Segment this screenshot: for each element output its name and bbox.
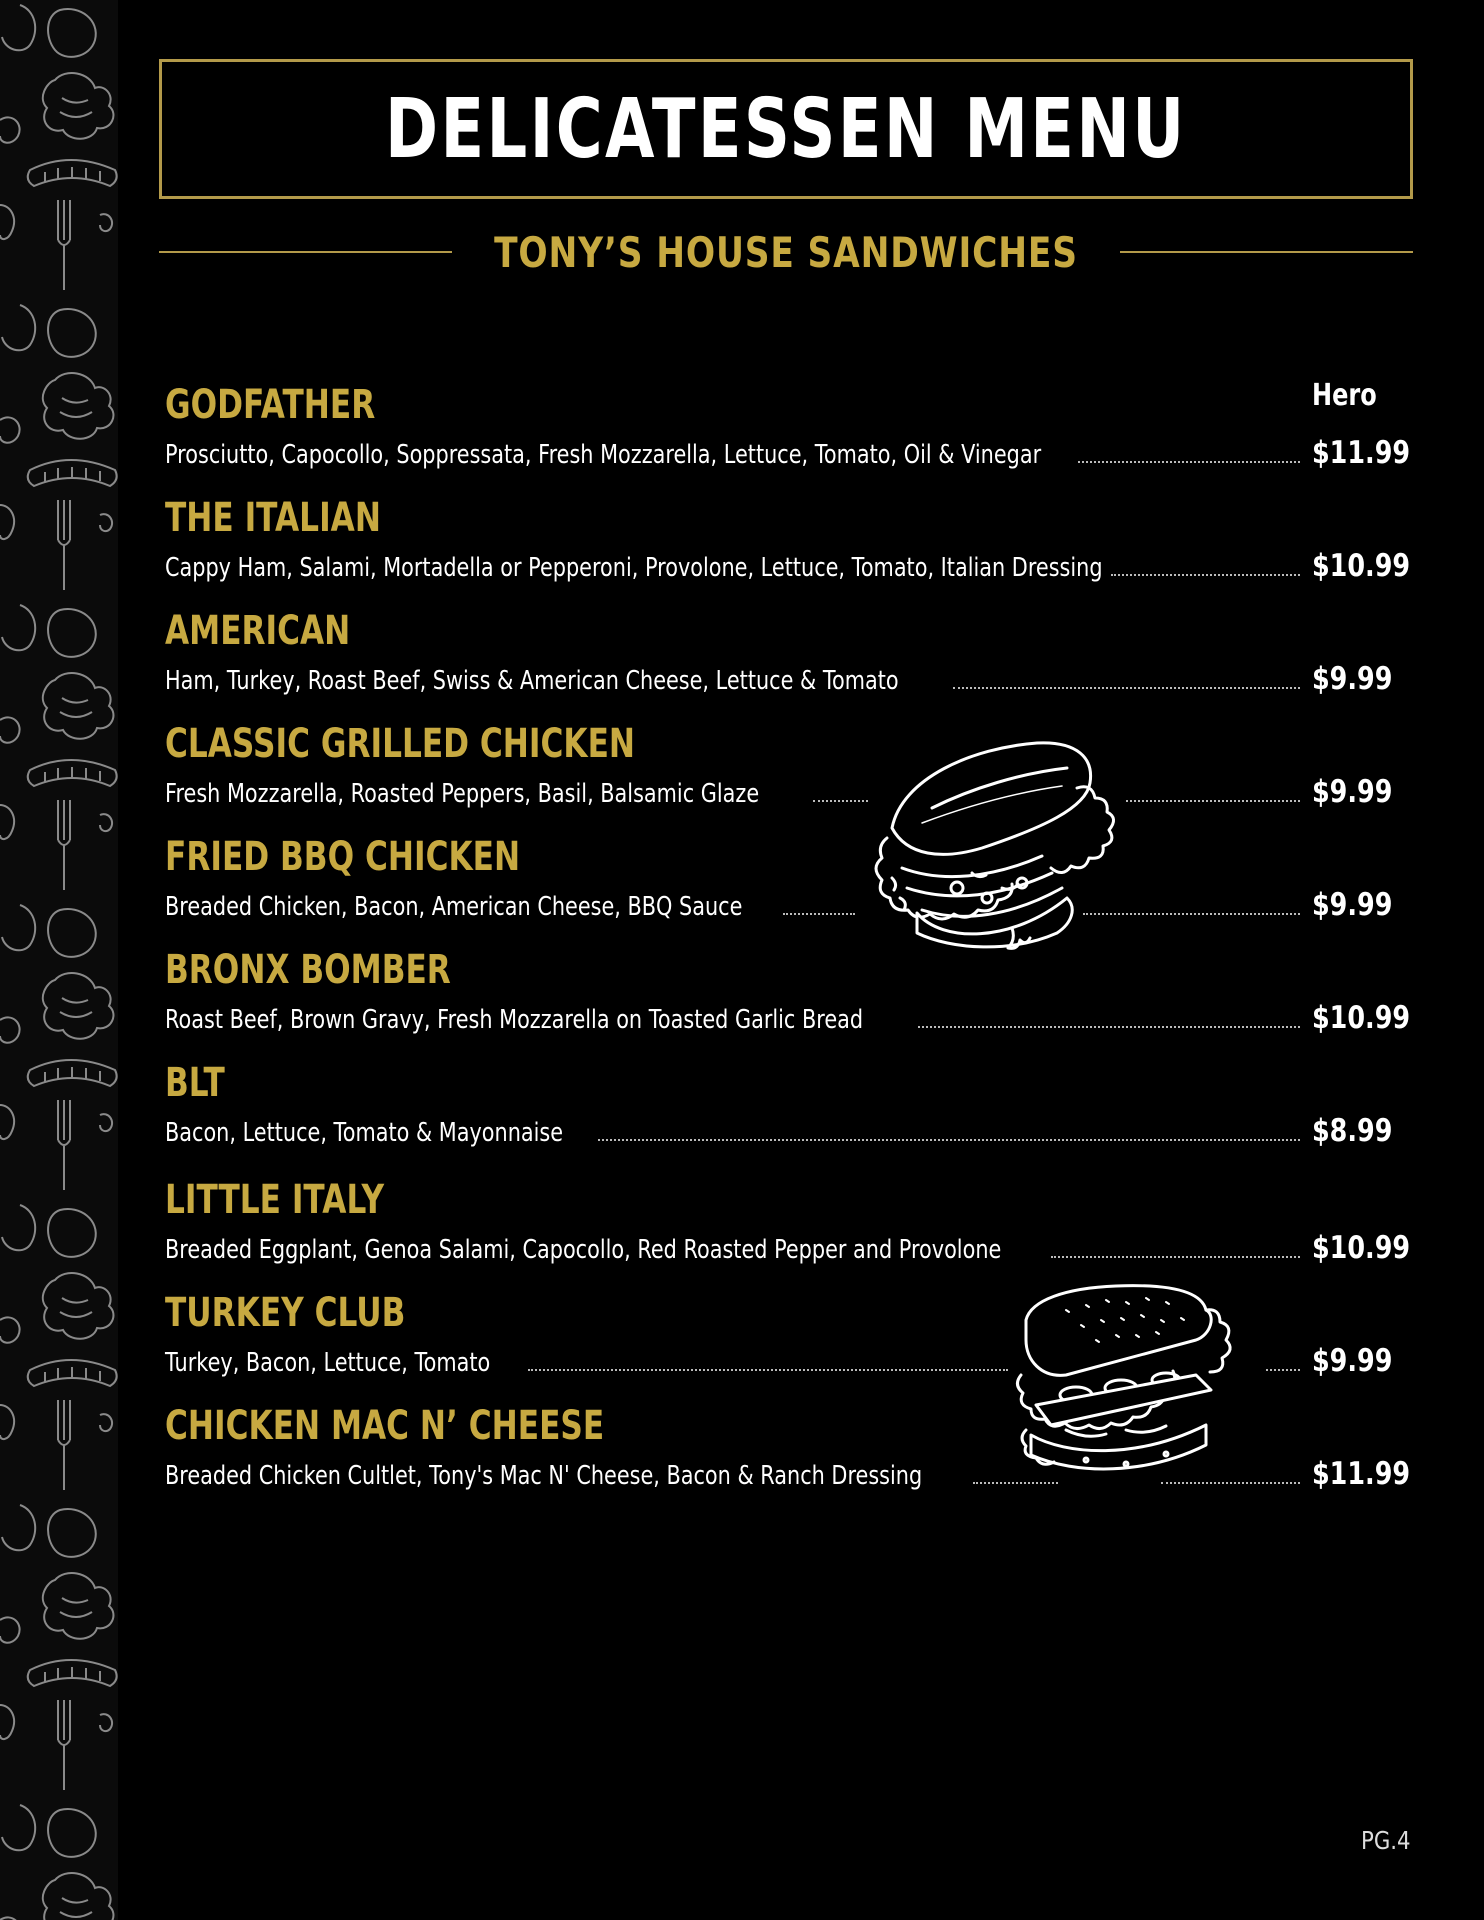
menu-item bbox=[165, 608, 1400, 713]
menu-item bbox=[165, 1177, 1411, 1282]
dot-leader bbox=[783, 913, 855, 915]
item-price: $9.99 bbox=[1312, 1343, 1393, 1379]
section-rule-right bbox=[1120, 251, 1413, 253]
item-price: $10.99 bbox=[1312, 548, 1411, 584]
food-pattern-strip bbox=[0, 0, 118, 1920]
item-description: Turkey, Bacon, Lettuce, Tomato bbox=[165, 1348, 491, 1378]
item-price: $10.99 bbox=[1312, 1230, 1411, 1266]
dot-leader bbox=[918, 1026, 1300, 1028]
food-doodle-pattern-icon bbox=[0, 0, 118, 1920]
section-heading bbox=[159, 226, 1413, 278]
item-price: $11.99 bbox=[1312, 1456, 1411, 1492]
item-name: GODFATHER bbox=[165, 382, 376, 428]
section-rule-left bbox=[159, 251, 452, 253]
item-description: Ham, Turkey, Roast Beef, Swiss & American Cheese, Lettuce & Tomato bbox=[165, 666, 899, 696]
title-box bbox=[159, 59, 1413, 199]
item-name: BLT bbox=[165, 1060, 225, 1106]
item-price: $9.99 bbox=[1312, 661, 1393, 697]
item-name: BRONX BOMBER bbox=[165, 947, 451, 993]
item-price: $8.99 bbox=[1312, 1113, 1393, 1149]
item-name: LITTLE ITALY bbox=[165, 1177, 385, 1223]
item-price: $9.99 bbox=[1312, 887, 1393, 923]
dot-leader bbox=[1051, 1256, 1300, 1258]
column-header-hero: Hero bbox=[1312, 378, 1377, 413]
section-title: TONY’S HOUSE SANDWICHES bbox=[494, 227, 1078, 277]
menu-item bbox=[165, 1060, 1400, 1165]
dot-leader bbox=[1266, 1369, 1300, 1371]
club-sandwich-icon bbox=[1006, 1280, 1258, 1482]
dot-leader bbox=[973, 1482, 1058, 1484]
item-price: $10.99 bbox=[1312, 1000, 1411, 1036]
dot-leader bbox=[953, 687, 1300, 689]
page-number: PG.4 bbox=[1361, 1826, 1411, 1855]
item-description: Cappy Ham, Salami, Mortadella or Pepperoni, Provolone, Lettuce, Tomato, Italian Dressing bbox=[165, 553, 1103, 583]
item-description: Roast Beef, Brown Gravy, Fresh Mozzarella on Toasted Garlic Bread bbox=[165, 1005, 864, 1035]
item-price: $11.99 bbox=[1312, 435, 1411, 471]
item-name: CLASSIC GRILLED CHICKEN bbox=[165, 721, 636, 767]
item-price: $9.99 bbox=[1312, 774, 1393, 810]
page-title: DELICATESSEN MENU bbox=[385, 81, 1187, 177]
menu-item bbox=[165, 947, 1411, 1052]
item-description: Breaded Chicken, Bacon, American Cheese, BBQ Sauce bbox=[165, 892, 743, 922]
menu-item bbox=[165, 382, 1411, 487]
item-name: FRIED BBQ CHICKEN bbox=[165, 834, 521, 880]
dot-leader bbox=[598, 1139, 1300, 1141]
dot-leader bbox=[1078, 461, 1300, 463]
item-description: Prosciutto, Capocollo, Soppressata, Fresh Mozzarella, Lettuce, Tomato, Oil & Vinegar bbox=[165, 440, 1042, 470]
menu-item bbox=[165, 834, 1400, 939]
menu-item bbox=[165, 721, 1400, 826]
item-description: Fresh Mozzarella, Roasted Peppers, Basil, Balsamic Glaze bbox=[165, 779, 760, 809]
dot-leader bbox=[528, 1369, 1008, 1371]
item-name: THE ITALIAN bbox=[165, 495, 381, 541]
item-description: Breaded Eggplant, Genoa Salami, Capocollo, Red Roasted Pepper and Provolone bbox=[165, 1235, 1002, 1265]
item-name: TURKEY CLUB bbox=[165, 1290, 406, 1336]
item-name: CHICKEN MAC N’ CHEESE bbox=[165, 1403, 605, 1449]
item-description: Bacon, Lettuce, Tomato & Mayonnaise bbox=[165, 1118, 564, 1148]
item-description: Breaded Chicken Cultlet, Tony's Mac N' Cheese, Bacon & Ranch Dressing bbox=[165, 1461, 923, 1491]
dot-leader bbox=[1161, 1482, 1300, 1484]
menu-item bbox=[165, 495, 1411, 600]
item-name: AMERICAN bbox=[165, 608, 351, 654]
dot-leader bbox=[1126, 800, 1300, 802]
hero-sandwich-icon bbox=[862, 738, 1122, 953]
dot-leader bbox=[1111, 574, 1300, 576]
dot-leader bbox=[813, 800, 868, 802]
